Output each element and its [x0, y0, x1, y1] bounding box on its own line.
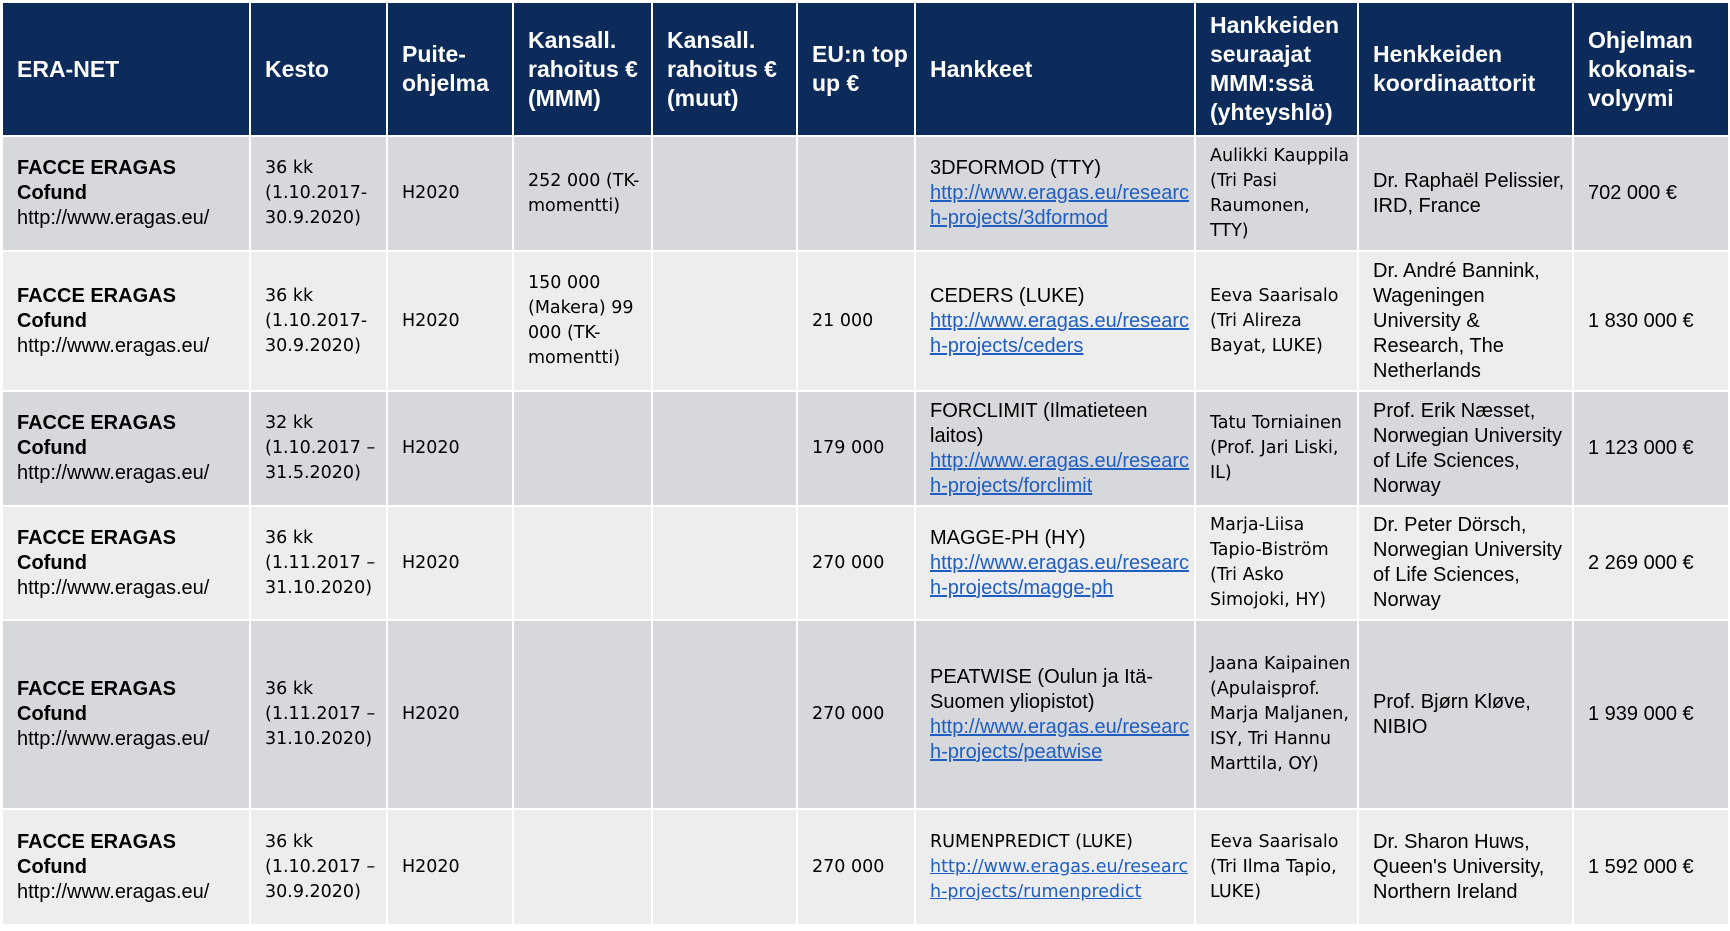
puite-cell: H2020 [387, 809, 513, 925]
table-row [2, 251, 1729, 391]
muut-cell [652, 506, 797, 620]
era-net-url: http://www.eragas.eu/ [17, 334, 210, 357]
header-kansall-muut: Kansall. rahoitus € (muut) [652, 2, 797, 136]
hanke-name: RUMENPREDICT (LUKE) [930, 831, 1133, 852]
era-net-name: FACCE ERAGAS Cofund [17, 830, 176, 878]
era-net-cell [2, 809, 250, 925]
hanke-cell [915, 809, 1195, 925]
seuraaja-cell: Tatu Torniainen (Prof. Jari Liski, IL) [1195, 391, 1358, 506]
era-net-url: http://www.eragas.eu/ [17, 880, 210, 903]
topup-cell: 270 000 [797, 506, 915, 620]
table-row [2, 136, 1729, 251]
hanke-link[interactable]: http://www.eragas.eu/research-projects/magge-ph [930, 551, 1190, 599]
muut-cell [652, 251, 797, 391]
header-era-net: ERA-NET [2, 2, 250, 136]
koordinaattori-cell: Dr. Raphaël Pelissier, IRD, France [1358, 136, 1573, 251]
era-net-name: FACCE ERAGAS Cofund [17, 526, 176, 574]
mmm-cell: 252 000 (TK-momentti) [513, 136, 652, 251]
era-net-name: FACCE ERAGAS Cofund [17, 157, 176, 204]
puite-cell: H2020 [387, 620, 513, 809]
hanke-link[interactable]: http://www.eragas.eu/research-projects/ceders [930, 309, 1190, 357]
topup-cell: 270 000 [797, 809, 915, 925]
table-row [2, 620, 1729, 809]
kesto-cell: 36 kk (1.10.2017-30.9.2020) [250, 136, 387, 251]
mmm-cell: 150 000 (Makera) 99 000 (TK-momentti) [513, 251, 652, 391]
era-net-url: http://www.eragas.eu/ [17, 462, 210, 484]
hanke-link[interactable]: http://www.eragas.eu/research-projects/peatwise [930, 715, 1190, 763]
header-hankkeet: Hankkeet [915, 2, 1195, 136]
header-kokonaisvolyymi: Ohjelman kokonais-volyymi [1573, 2, 1729, 136]
volyymi-cell: 1 830 000 € [1573, 251, 1729, 391]
koordinaattori-cell: Dr. Peter Dörsch, Norwegian University of Life Sciences, Norway [1358, 506, 1573, 620]
mmm-cell [513, 809, 652, 925]
seuraaja-cell: Eeva Saarisalo (Tri Ilma Tapio, LUKE) [1195, 809, 1358, 925]
topup-cell: 21 000 [797, 251, 915, 391]
era-net-cell [2, 251, 250, 391]
volyymi-cell: 702 000 € [1573, 136, 1729, 251]
hanke-name: MAGGE-PH (HY) [930, 526, 1086, 549]
kesto-cell: 36 kk (1.10.2017-30.9.2020) [250, 251, 387, 391]
koordinaattori-cell: Prof. Bjørn Kløve, NIBIO [1358, 620, 1573, 809]
hanke-link[interactable]: http://www.eragas.eu/research-projects/3dformod [930, 182, 1190, 229]
header-eu-topup: EU:n top up € [797, 2, 915, 136]
table-row [2, 809, 1729, 925]
hanke-cell [915, 136, 1195, 251]
kesto-cell: 36 kk (1.11.2017 – 31.10.2020) [250, 506, 387, 620]
hanke-name: PEATWISE (Oulun ja Itä-Suomen yliopistot) [930, 665, 1154, 713]
koordinaattori-cell: Prof. Erik Næsset, Norwegian University of Life Sciences, Norway [1358, 391, 1573, 506]
hanke-name: CEDERS (LUKE) [930, 284, 1085, 307]
topup-cell: 270 000 [797, 620, 915, 809]
koordinaattori-cell: Dr. Sharon Huws, Queen's University, Northern Ireland [1358, 809, 1573, 925]
seuraaja-cell: Aulikki Kauppila (Tri Pasi Raumonen, TTY) [1195, 136, 1358, 251]
table-row [2, 391, 1729, 506]
puite-cell: H2020 [387, 251, 513, 391]
volyymi-cell: 2 269 000 € [1573, 506, 1729, 620]
header-kansall-mmm: Kansall. rahoitus € (MMM) [513, 2, 652, 136]
puite-cell: H2020 [387, 391, 513, 506]
mmm-cell [513, 391, 652, 506]
hanke-link[interactable]: http://www.eragas.eu/research-projects/forclimit [930, 449, 1190, 497]
topup-cell: 179 000 [797, 391, 915, 506]
era-net-url: http://www.eragas.eu/ [17, 207, 210, 229]
mmm-cell [513, 506, 652, 620]
muut-cell [652, 809, 797, 925]
era-net-name: FACCE ERAGAS Cofund [17, 678, 176, 725]
hanke-cell [915, 251, 1195, 391]
muut-cell [652, 391, 797, 506]
kesto-cell: 36 kk (1.11.2017 – 31.10.2020) [250, 620, 387, 809]
hanke-name: 3DFORMOD (TTY) [930, 157, 1102, 179]
muut-cell [652, 136, 797, 251]
era-net-name: FACCE ERAGAS Cofund [17, 412, 176, 459]
kesto-cell: 32 kk (1.10.2017 – 31.5.2020) [250, 391, 387, 506]
header-row [2, 2, 1729, 136]
seuraaja-cell: Marja-Liisa Tapio-Biström (Tri Asko Simojoki, HY) [1195, 506, 1358, 620]
era-net-cell [2, 620, 250, 809]
seuraaja-cell: Eeva Saarisalo (Tri Alireza Bayat, LUKE) [1195, 251, 1358, 391]
volyymi-cell: 1 939 000 € [1573, 620, 1729, 809]
era-net-table [1, 1, 1730, 926]
seuraaja-cell: Jaana Kaipainen (Apulaisprof. Marja Maljanen, ISY, Tri Hannu Marttila, OY) [1195, 620, 1358, 809]
era-net-url: http://www.eragas.eu/ [17, 576, 210, 599]
era-net-cell [2, 136, 250, 251]
volyymi-cell: 1 592 000 € [1573, 809, 1729, 925]
table-row [2, 506, 1729, 620]
hanke-cell [915, 391, 1195, 506]
kesto-cell: 36 kk (1.10.2017 – 30.9.2020) [250, 809, 387, 925]
volyymi-cell: 1 123 000 € [1573, 391, 1729, 506]
puite-cell: H2020 [387, 136, 513, 251]
muut-cell [652, 620, 797, 809]
header-koordinaattorit: Henkkeiden koordinaattorit [1358, 2, 1573, 136]
hanke-cell [915, 506, 1195, 620]
hanke-link[interactable]: http://www.eragas.eu/research-projects/rumenpredict [930, 856, 1189, 902]
header-puiteohjelma: Puite-ohjelma [387, 2, 513, 136]
mmm-cell [513, 620, 652, 809]
puite-cell: H2020 [387, 506, 513, 620]
topup-cell [797, 136, 915, 251]
hanke-cell [915, 620, 1195, 809]
era-net-name: FACCE ERAGAS Cofund [17, 284, 176, 332]
header-kesto: Kesto [250, 2, 387, 136]
era-net-url: http://www.eragas.eu/ [17, 728, 210, 750]
hanke-name: FORCLIMIT (Ilmatieteen laitos) [930, 399, 1148, 447]
era-net-cell [2, 391, 250, 506]
koordinaattori-cell: Dr. André Bannink, Wageningen University & Research, The Netherlands [1358, 251, 1573, 391]
header-seuraajat: Hankkeiden seuraajat MMM:ssä (yhteyshlö) [1195, 2, 1358, 136]
era-net-cell [2, 506, 250, 620]
